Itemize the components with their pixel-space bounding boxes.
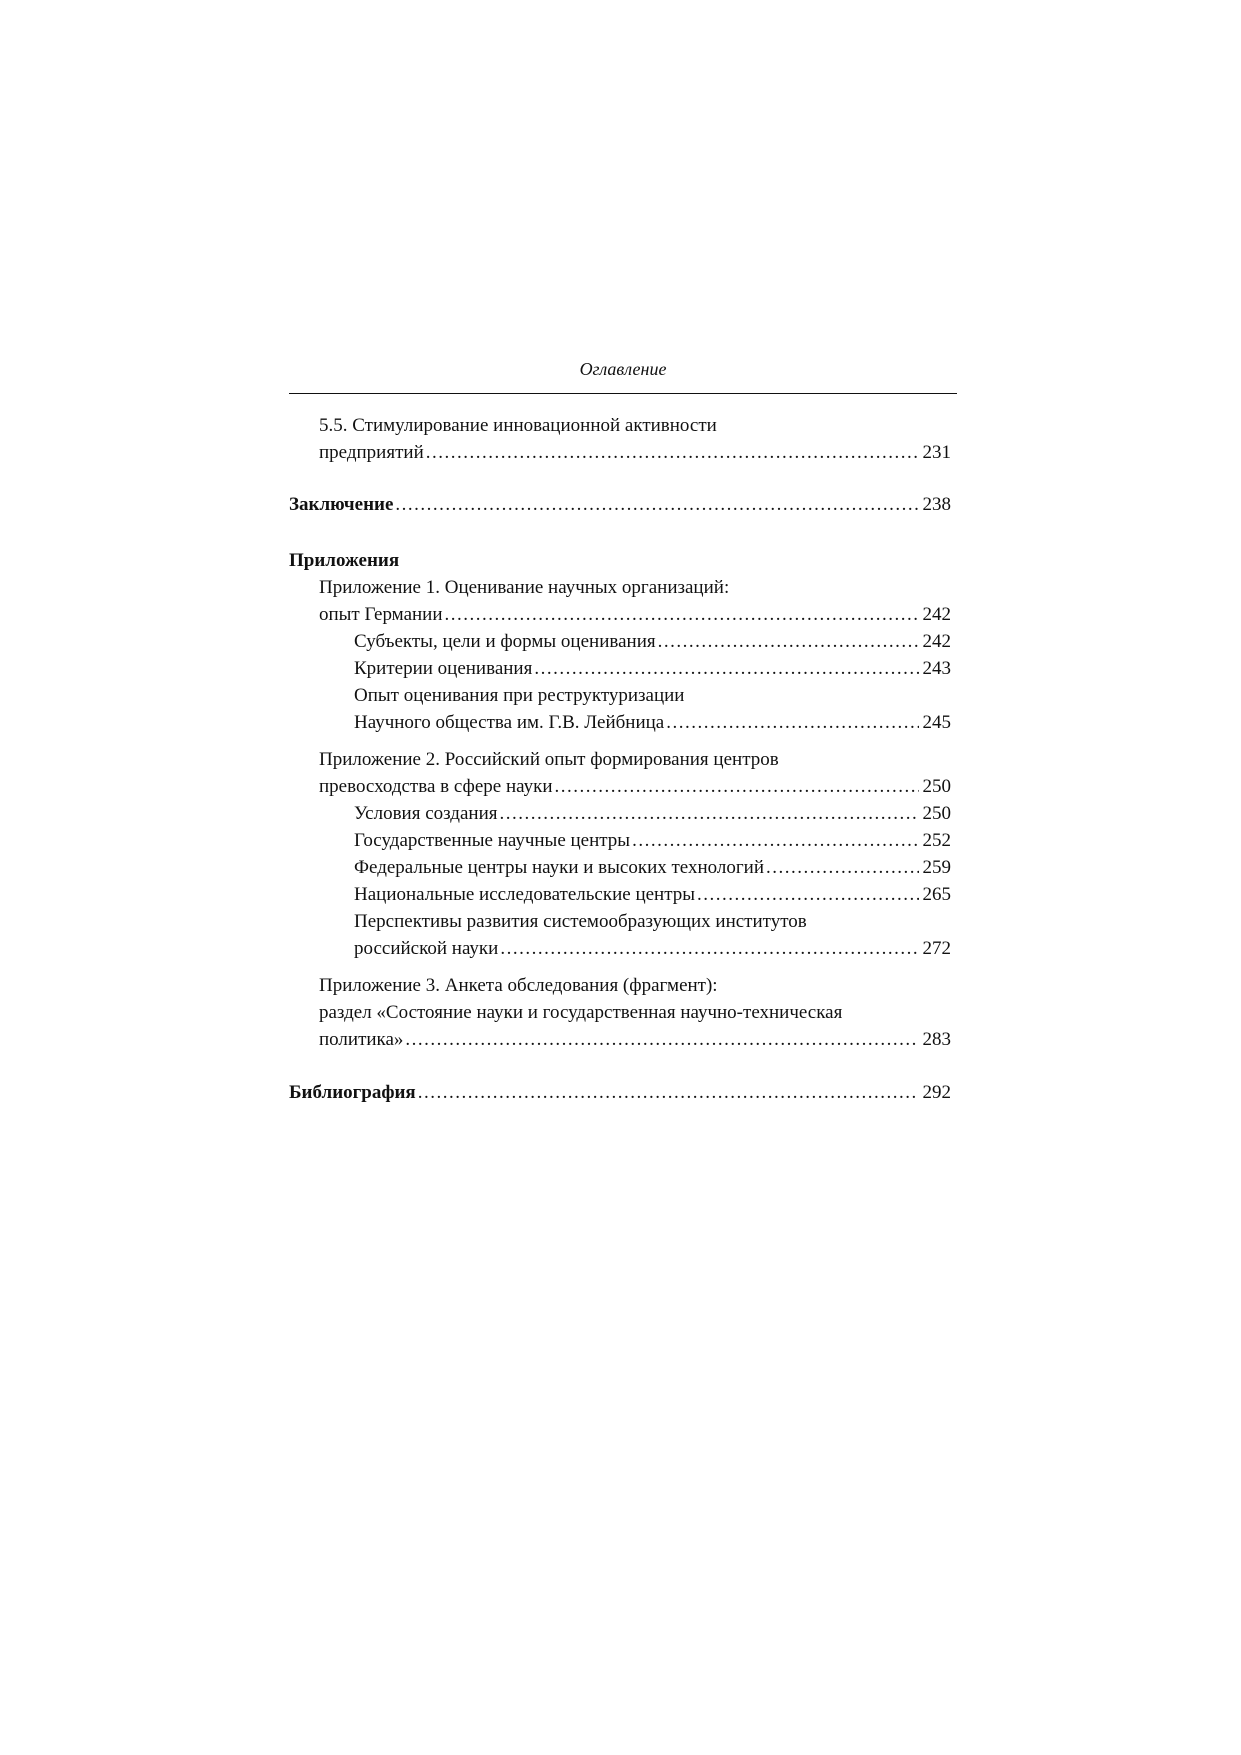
- toc-entry-appendix-2-title[interactable]: [319, 746, 951, 774]
- toc-entry-text: Национальные исследовательские центры: [354, 884, 696, 905]
- dot-leader: [426, 439, 919, 467]
- dot-leader: [445, 601, 919, 629]
- page-number: 292: [922, 1082, 951, 1103]
- toc-entry-creation-conditions[interactable]: [354, 800, 951, 828]
- dot-leader: [405, 1026, 918, 1054]
- page-number: 250: [922, 803, 951, 824]
- page-number: 238: [922, 494, 951, 515]
- toc-entry-text: Федеральные центры науки и высоких технологий: [354, 857, 765, 878]
- toc-entry-text: Приложение 2. Российский опыт формирования центров: [319, 749, 779, 770]
- toc-entry-text: Условия создания: [354, 803, 498, 824]
- dot-leader: [395, 491, 918, 519]
- page-number: 272: [922, 938, 951, 959]
- toc-entry-appendix-3-title[interactable]: [319, 972, 951, 1000]
- toc-entry-text: 5.5. Стимулирование инновационной активности: [319, 415, 717, 436]
- toc-entry-appendix-1[interactable]: [319, 601, 951, 629]
- toc-heading-appendices: [289, 547, 951, 575]
- dot-leader: [697, 881, 918, 909]
- toc-entry-appendix-1-title[interactable]: [319, 574, 951, 602]
- header-rule: [289, 393, 957, 394]
- page-number: 283: [922, 1029, 951, 1050]
- toc-entry-text: Приложение 1. Оценивание научных организаций:: [319, 577, 730, 598]
- toc-entry-text: Научного общества им. Г.В. Лейбница: [354, 712, 665, 733]
- page-number: 250: [922, 776, 951, 797]
- dot-leader: [499, 800, 918, 828]
- toc-entry-text: Опыт оценивания при реструктуризации: [354, 685, 685, 706]
- toc-entry-text: Библиография: [289, 1082, 416, 1103]
- toc-entry-subjects-goals[interactable]: [354, 628, 951, 656]
- page-number: 245: [922, 712, 951, 733]
- section-heading: Приложения: [289, 550, 400, 571]
- toc-entry-criteria[interactable]: [354, 655, 951, 683]
- dot-leader: [666, 709, 918, 737]
- dot-leader: [534, 655, 918, 683]
- page-number: 265: [922, 884, 951, 905]
- page-number: 231: [922, 442, 951, 463]
- toc-entry-appendix-3[interactable]: [319, 1026, 951, 1054]
- dot-leader: [554, 773, 918, 801]
- page-number: 243: [922, 658, 951, 679]
- toc-entry-federal-centers[interactable]: [354, 854, 951, 882]
- toc-entry-state-science-centers[interactable]: [354, 827, 951, 855]
- toc-entry-text: Заключение: [289, 494, 394, 515]
- toc-entry-text: Субъекты, цели и формы оценивания: [354, 631, 656, 652]
- toc-entry-5-5[interactable]: [319, 439, 951, 467]
- toc-entry-appendix-2[interactable]: [319, 773, 951, 801]
- toc-entry-text: Приложение 3. Анкета обследования (фрагмент):: [319, 975, 718, 996]
- toc-entry-text: политика»: [319, 1029, 404, 1050]
- toc-entry-text: Перспективы развития системообразующих институтов: [354, 911, 807, 932]
- dot-leader: [766, 854, 918, 882]
- toc-entry-national-research-centers[interactable]: [354, 881, 951, 909]
- toc-entry-prospects-title[interactable]: [354, 908, 951, 936]
- toc-entry-text: российской науки: [354, 938, 499, 959]
- toc-entry-text: Критерии оценивания: [354, 658, 533, 679]
- toc-entry-text: превосходства в сфере науки: [319, 776, 553, 797]
- page-number: 242: [922, 631, 951, 652]
- page-number: 242: [922, 604, 951, 625]
- toc-entry-bibliography[interactable]: [289, 1079, 951, 1107]
- toc-entry-5-5-title[interactable]: [319, 412, 951, 440]
- running-header: Оглавление: [579, 359, 667, 379]
- toc-entry-restructuring-title[interactable]: [354, 682, 951, 710]
- page-number: 252: [922, 830, 951, 851]
- dot-leader: [658, 628, 919, 656]
- dot-leader: [632, 827, 918, 855]
- dot-leader: [418, 1079, 919, 1107]
- toc-entry-prospects[interactable]: [354, 935, 951, 963]
- page-number: 259: [922, 857, 951, 878]
- toc-entry-text: раздел «Состояние науки и государственная научно-техническая: [319, 1002, 843, 1023]
- dot-leader: [500, 935, 918, 963]
- toc-entry-appendix-3-subtitle[interactable]: [319, 999, 951, 1027]
- toc-entry-text: опыт Германии: [319, 604, 443, 625]
- toc-entry-text: Государственные научные центры: [354, 830, 631, 851]
- toc-entry-text: предприятий: [319, 442, 424, 463]
- toc-entry-conclusion[interactable]: [289, 491, 951, 519]
- toc-entry-restructuring[interactable]: [354, 709, 951, 737]
